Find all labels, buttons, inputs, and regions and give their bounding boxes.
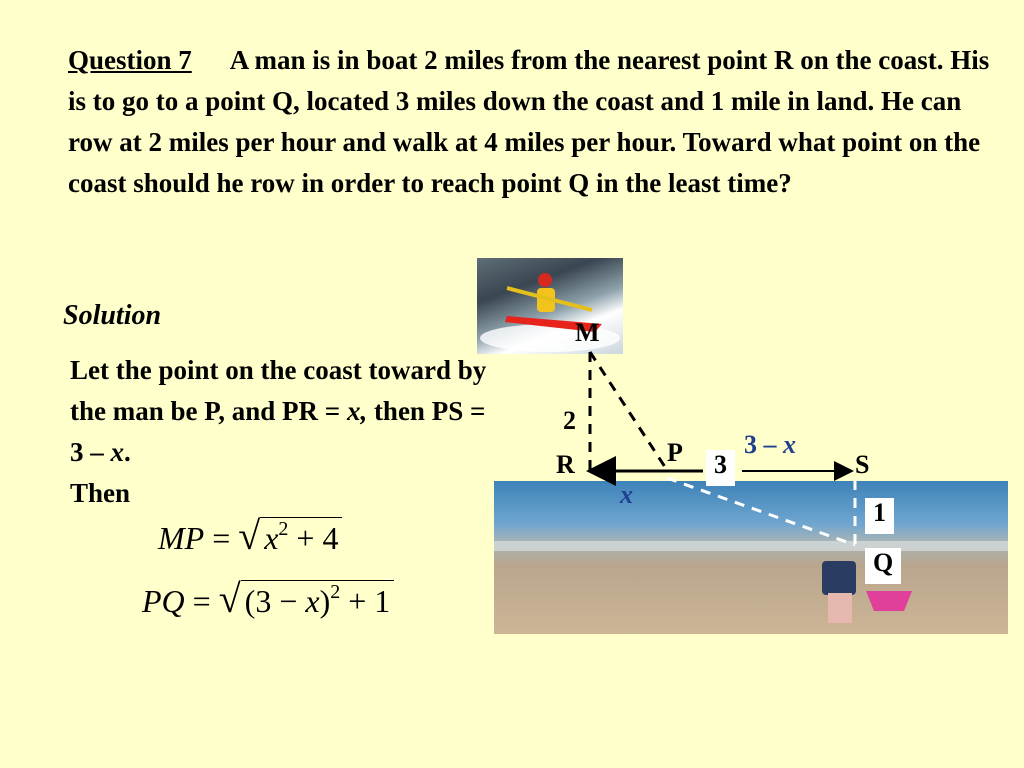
label-one: 1 <box>865 498 894 534</box>
label-q: Q <box>865 548 901 584</box>
label-two: 2 <box>563 406 576 435</box>
eq-pq-open: (3 − <box>244 583 306 619</box>
eq-pq-x: x <box>305 583 320 619</box>
label-x: x <box>620 480 633 509</box>
solution-var-x: x, <box>346 396 368 426</box>
eq-pq-close: ) <box>319 583 331 619</box>
solution-line-3: Then <box>70 478 131 508</box>
label-r: R <box>556 450 575 479</box>
eq-mp-x: x <box>264 520 279 556</box>
label-three-minus: 3 – <box>744 430 783 459</box>
mp-dashed-line <box>590 352 667 470</box>
solution-line-2-b: then PS = 3 – <box>70 396 486 467</box>
label-s: S <box>855 450 870 479</box>
eq-mp-equals: = <box>204 520 239 556</box>
sqrt-sign: √ <box>238 513 261 558</box>
solution-heading: Solution <box>63 300 162 331</box>
solution-line-1: Let the point on the coast toward by the man be P, and <box>70 355 487 426</box>
label-three-minus-x <box>744 430 796 460</box>
question-body: A man is in boat 2 miles from the nearest point R on the coast. His is to go to a point Q, located 3 miles down the coast and 1 mile in land. He can row at 2 miles per hour and walk at 4 miles per hour. Toward what point on the coast should he row in order to reach point Q in the least time? <box>68 45 990 198</box>
label-p: P <box>667 438 683 467</box>
label-m: M <box>575 318 600 347</box>
eq-pq-rest: + 1 <box>340 583 391 619</box>
sqrt-sign: √ <box>218 576 241 621</box>
label-three-minus-x-var: x <box>783 430 796 459</box>
eq-mp-rest: + 4 <box>288 520 339 556</box>
eq-pq-equals: = <box>184 583 219 619</box>
pq-dashed-line <box>667 478 855 545</box>
eq-pq-lhs: PQ <box>142 583 185 619</box>
eq-mp-lhs: MP <box>158 520 205 556</box>
eq-mp-exp: 2 <box>278 518 289 540</box>
solution-line-2-c: . <box>124 437 131 467</box>
eq-pq-exp: 2 <box>330 581 341 603</box>
label-three: 3 <box>706 450 735 486</box>
solution-line-2-a: PR = <box>282 396 347 426</box>
question-label: Question 7 <box>68 45 192 75</box>
solution-var-x2: x <box>110 437 124 467</box>
